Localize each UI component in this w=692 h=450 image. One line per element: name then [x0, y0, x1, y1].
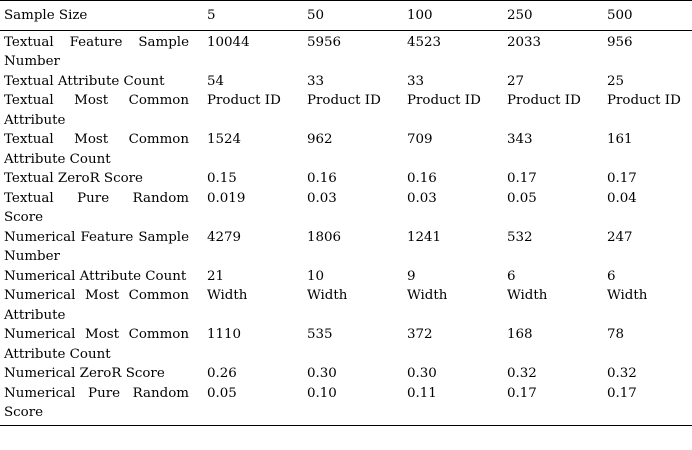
- value-cell: 0.15: [207, 171, 237, 186]
- value-cell: 1110: [207, 327, 242, 342]
- value-cell: 247: [607, 229, 633, 245]
- value-cell: 168: [507, 327, 533, 342]
- value-cell: 4279: [207, 229, 242, 245]
- table-row: [0, 72, 692, 92]
- row-label-cell: Numerical Feature Sample Number: [4, 229, 189, 264]
- value-cell: 0.30: [407, 366, 437, 381]
- header-column-cell: 5: [207, 8, 216, 23]
- value-cell: 0.16: [307, 171, 337, 186]
- value-cell: 709: [407, 132, 433, 147]
- value-cell: 10: [307, 268, 325, 284]
- value-cell: 0.03: [407, 190, 437, 206]
- header-column-cell: 250: [507, 8, 533, 23]
- header-column-cell: 500: [607, 8, 633, 23]
- value-cell: 6: [507, 268, 516, 284]
- value-cell: 0.17: [507, 171, 537, 186]
- table-row: [0, 30, 692, 72]
- value-cell: 0.30: [307, 366, 337, 381]
- header-label-cell: Sample Size: [4, 8, 88, 23]
- value-cell: 0.17: [507, 385, 537, 401]
- row-label-cell: Textual Most Common Attribute Count: [4, 132, 189, 167]
- table-row: [0, 189, 692, 228]
- value-cell: 1806: [307, 229, 342, 245]
- value-cell: Width: [507, 288, 548, 303]
- value-cell: 0.04: [607, 190, 637, 206]
- value-cell: 33: [307, 73, 325, 89]
- row-label-cell: Numerical Most Common Attribute: [4, 288, 189, 323]
- row-label-cell: Textual Pure Random Score: [4, 190, 189, 225]
- value-cell: Width: [607, 288, 648, 303]
- value-cell: Product ID: [207, 93, 281, 108]
- table-row: [0, 325, 692, 364]
- header-column-cell: 100: [407, 8, 433, 23]
- table-row: [0, 267, 692, 287]
- value-cell: Width: [307, 288, 348, 303]
- value-cell: 0.32: [507, 366, 537, 381]
- value-cell: Width: [407, 288, 448, 303]
- value-cell: 0.11: [407, 385, 437, 401]
- value-cell: 0.32: [607, 366, 637, 381]
- row-label-cell: Textual Most Common Attribute: [4, 93, 189, 128]
- row-label-cell: Textual ZeroR Score: [4, 171, 143, 186]
- value-cell: 10044: [207, 34, 250, 50]
- value-cell: 0.019: [207, 190, 246, 206]
- value-cell: 4523: [407, 34, 442, 50]
- row-label-cell: Numerical Pure Random Score: [4, 385, 189, 420]
- table-row: [0, 228, 692, 267]
- value-cell: 33: [407, 73, 425, 89]
- value-cell: 0.17: [607, 171, 637, 186]
- value-cell: 9: [407, 268, 416, 284]
- table-row: [0, 169, 692, 189]
- value-cell: 535: [307, 327, 333, 342]
- value-cell: 1241: [407, 229, 442, 245]
- row-label-cell: Textual Attribute Count: [4, 73, 165, 89]
- value-cell: 0.17: [607, 385, 637, 401]
- value-cell: 78: [607, 327, 625, 342]
- value-cell: 0.05: [207, 385, 237, 401]
- value-cell: 27: [507, 73, 525, 89]
- row-label-cell: Numerical Attribute Count: [4, 268, 187, 284]
- table-row: [0, 91, 692, 130]
- value-cell: 0.03: [307, 190, 337, 206]
- header-column-cell: 50: [307, 8, 325, 23]
- row-label-cell: Textual Feature Sample Number: [4, 34, 189, 69]
- value-cell: 0.05: [507, 190, 537, 206]
- value-cell: Product ID: [407, 93, 481, 108]
- table-row: [0, 384, 692, 426]
- value-cell: 6: [607, 268, 616, 284]
- value-cell: 21: [207, 268, 225, 284]
- value-cell: 0.16: [407, 171, 437, 186]
- value-cell: Product ID: [607, 93, 681, 108]
- value-cell: 372: [407, 327, 433, 342]
- value-cell: 161: [607, 132, 633, 147]
- value-cell: Product ID: [507, 93, 581, 108]
- value-cell: 25: [607, 73, 625, 89]
- value-cell: 0.26: [207, 366, 237, 381]
- row-label-cell: Numerical ZeroR Score: [4, 366, 165, 381]
- value-cell: 5956: [307, 34, 342, 50]
- value-cell: 962: [307, 132, 333, 147]
- header-row: [0, 1, 692, 31]
- value-cell: 1524: [207, 132, 242, 147]
- value-cell: 343: [507, 132, 533, 147]
- value-cell: 0.10: [307, 385, 337, 401]
- value-cell: 2033: [507, 34, 542, 50]
- table-header: [0, 1, 692, 31]
- value-cell: Width: [207, 288, 248, 303]
- table-row: [0, 286, 692, 325]
- value-cell: 54: [207, 73, 225, 89]
- row-label-cell: Numerical Most Common Attribute Count: [4, 327, 189, 362]
- table-row: [0, 364, 692, 384]
- value-cell: Product ID: [307, 93, 381, 108]
- table-row: [0, 130, 692, 169]
- table-body: [0, 30, 692, 425]
- value-cell: 956: [607, 34, 633, 50]
- value-cell: 532: [507, 229, 533, 245]
